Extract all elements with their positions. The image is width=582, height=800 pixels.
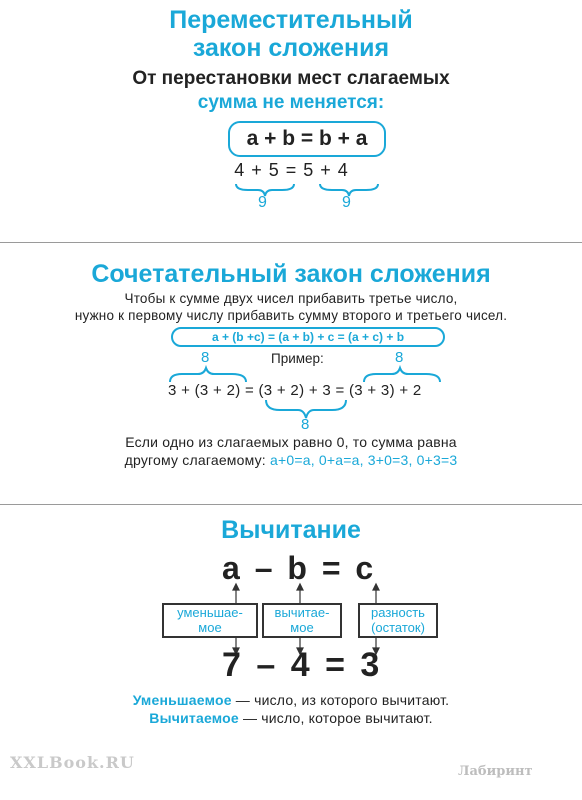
sum-right: 9: [342, 194, 351, 211]
definition-subtrahend: [0, 710, 582, 727]
associative-example: 3 + (3 + 2) = (3 + 2) + 3 = (3 + 3) + 2: [168, 382, 422, 399]
def1-text: — число, из которого вычитают.: [231, 692, 450, 708]
commutative-formula: a + b = b + a: [228, 121, 386, 157]
def2-term: Вычитаемое: [149, 710, 239, 726]
section1-rule-line2: сумма не меняется:: [197, 92, 385, 113]
sum-left: 9: [258, 194, 267, 211]
definition-minuend: [0, 692, 582, 709]
subtraction-example: 7 – 4 = 3: [222, 646, 380, 684]
section2-rule-line2: нужно к первому числу прибавить сумму второго и третьего чисел.: [74, 308, 508, 323]
zero-rule-line1: Если одно из слагаемых равно 0, то сумма равна: [125, 434, 457, 450]
label-minuend: уменьшае- мое: [162, 603, 258, 638]
def1-term: Уменьшаемое: [132, 692, 232, 708]
section3-title: Вычитание: [221, 516, 361, 544]
divider-2: [0, 504, 582, 505]
brace-middle-value: 8: [301, 416, 310, 433]
zero-rule-examples: a+0=a, 0+a=a, 3+0=3, 0+3=3: [269, 452, 458, 468]
brace-over-right: [364, 368, 440, 382]
divider-1: [0, 242, 582, 243]
watermark-right: Лабиринт: [458, 764, 533, 779]
def2-text: — число, которое вычитают.: [238, 710, 433, 726]
brace-left-value: 8: [201, 349, 210, 366]
section2-title: Сочетательный закон сложения: [91, 260, 491, 288]
label-difference: разность (остаток): [358, 603, 438, 638]
brace-over-left: [170, 368, 246, 382]
example-label: Пример:: [271, 351, 324, 366]
section1-rule-line1: От перестановки мест слагаемых: [132, 68, 450, 89]
commutative-example: 4 + 5 = 5 + 4: [234, 160, 348, 180]
section2-rule-line1: Чтобы к сумме двух чисел прибавить третье число,: [124, 291, 458, 306]
section1-title-line1: Переместительный: [169, 6, 413, 34]
watermark-left: XXLBook.RU: [10, 753, 135, 772]
subtraction-formula: a – b = c: [222, 550, 374, 586]
zero-rule-prefix: другому слагаемому:: [124, 452, 266, 468]
associative-formula: a + (b +c) = (a + b) + c = (a + c) + b: [171, 327, 445, 347]
brace-right-value: 8: [395, 349, 404, 366]
label-subtrahend: вычитае- мое: [262, 603, 342, 638]
zero-rule-line2: [0, 452, 582, 469]
section1-title-line2: закон сложения: [192, 34, 390, 62]
